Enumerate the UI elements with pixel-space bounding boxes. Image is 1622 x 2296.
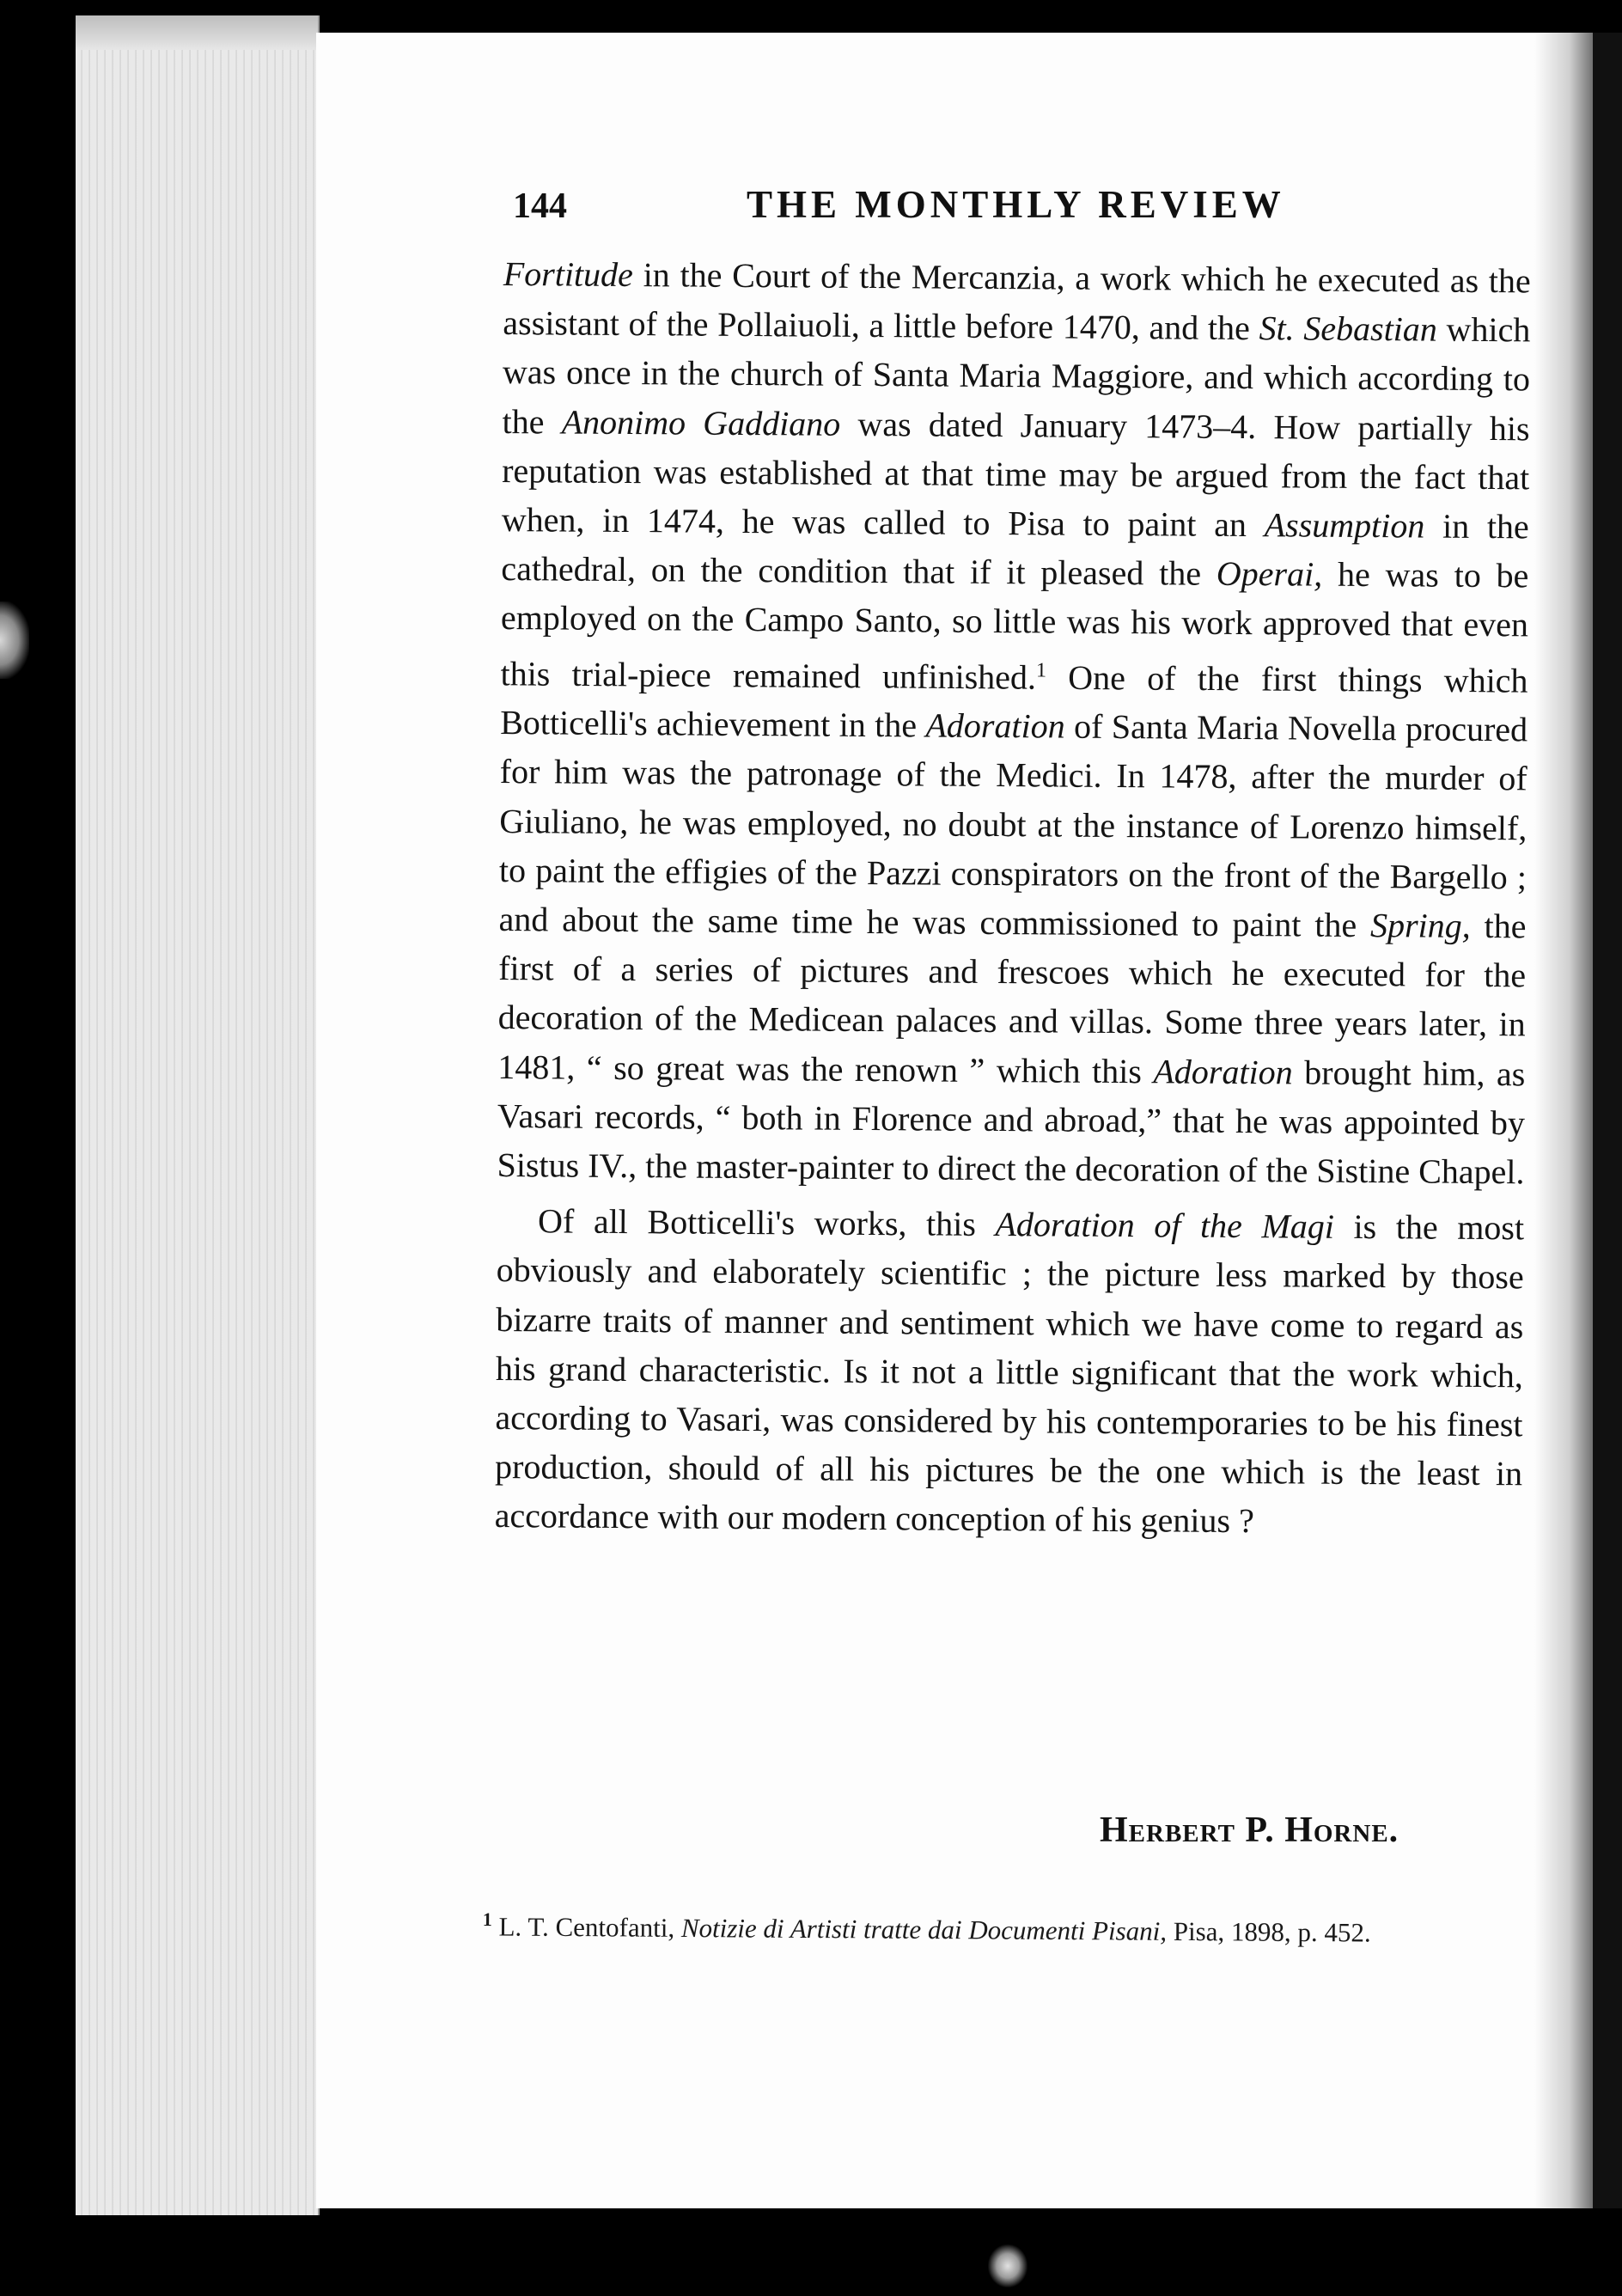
- text-run: the first of a series of pictures and frescoes which he executed for the decoration of the Medicean palaces and villas. Some three years later, in 1481, “ so great was the renown ” which this: [497, 906, 1527, 1090]
- italic-title: Assumption: [1264, 505, 1425, 546]
- text-run: Of all Botticelli's works, this: [537, 1201, 996, 1244]
- footnote-text: L. T. Centofanti,: [491, 1911, 682, 1943]
- text-run: brought him, as Vasari records, “ both in Florence and abroad,” that he was appointed by Sistus IV., the master-painter to direct the decoration of the Sistine Chapel.: [497, 1053, 1526, 1192]
- running-head: THE MONTHLY REVIEW: [747, 183, 1285, 226]
- text-run: which was once in the church of Santa Maria Maggiore, and which according to the: [502, 309, 1531, 442]
- page-stack-top-shadow: [76, 15, 318, 50]
- footnote-text: Pisa, 1898, p. 452.: [1166, 1915, 1371, 1948]
- italic-title: Adoration: [925, 705, 1065, 746]
- text-run: in the cathedral, on the condition that if it pleased the: [501, 506, 1529, 594]
- text-run: was dated January 1473–4. How partially his reputation was established at that time may be argued from the fact that when, in 1474, he was called to Pisa to paint an: [501, 404, 1530, 545]
- author-signature: Herbert P. Horne.: [1100, 1811, 1399, 1850]
- text-run: he was to be employed on the Campo Santo, so little was his work approved that even this trial-piece remained unfinished.: [500, 554, 1529, 697]
- italic-title: Spring,: [1369, 906, 1471, 945]
- page-number: 144: [513, 186, 567, 226]
- italic-title: St. Sebastian: [1259, 308, 1438, 349]
- footnote-marker: 1: [482, 1908, 492, 1931]
- footnote-reference: 1: [1035, 658, 1047, 682]
- scan-bottom-artifact: [988, 2244, 1027, 2287]
- text-run: of Santa Maria Novella procured for him was the patronage of the Medici. In 1478, after the murder of Giuliano, he was employed, no doubt at the instance of Lorenzo himself, to paint the effigies of the Pazzi conspirators on the front of the Bargello ; and about the same time he was commissioned to paint the: [498, 706, 1528, 945]
- paragraph-1: [497, 249, 1531, 1197]
- page-header: [513, 182, 1585, 234]
- body-text: [495, 249, 1531, 1548]
- italic-title: Adoration: [1153, 1051, 1293, 1092]
- text-run: is the most obviously and elaborately scientific ; the picture less marked by those bizarre traits of manner and sentiment which we have come to regard as his grand characteristic. Is it not a little significant that the work which, according to Vasari, was considered by his contemporaries to be his finest production, should of all his pictures be the one which is the least in accordance with our modern conception of his genius ?: [494, 1206, 1525, 1541]
- scan-left-artifact: [0, 601, 29, 679]
- footnote-italic-title: Notizie di Artisti tratte dai Documenti Pisani,: [680, 1912, 1168, 1946]
- scan-right-edge: [1593, 33, 1622, 2208]
- paragraph-2: [495, 1196, 1525, 1548]
- text-run: One of the first things which Botticelli's achievement in the: [499, 657, 1528, 745]
- text-run: in the Court of the Mercanzia, a work which he executed as the assistant of the Pollaiuoli, a little before 1470, and the: [503, 255, 1531, 348]
- italic-title: Operai,: [1216, 554, 1323, 594]
- italic-title: Fortitude: [503, 253, 634, 295]
- italic-title: Adoration of the Magi: [995, 1205, 1335, 1246]
- italic-title: Anonimo Gaddiano: [561, 402, 841, 443]
- gutter-shadow: [1534, 33, 1593, 2208]
- page-stack-edges: [76, 15, 320, 2215]
- footnote: [483, 1899, 1502, 1955]
